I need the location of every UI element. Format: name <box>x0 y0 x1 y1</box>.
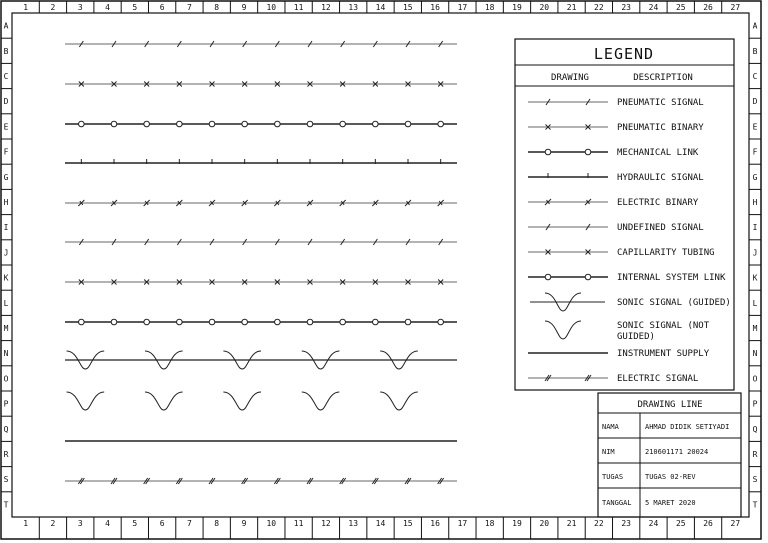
line-mark <box>111 121 117 127</box>
title-block-label-nama: NAMA <box>602 423 619 431</box>
title-block-label-tugas: TUGAS <box>602 473 624 481</box>
border-col-label: 26 <box>703 3 713 12</box>
line-wave-mark <box>302 392 340 410</box>
border-row-label: O <box>3 374 9 384</box>
border-col-label: 23 <box>621 519 631 528</box>
border-row-label: A <box>752 21 758 31</box>
border-col-label: 8 <box>214 519 220 528</box>
border-row-label: O <box>752 374 758 384</box>
border-col-label: 6 <box>159 519 165 528</box>
drawing-lines-area <box>65 41 457 484</box>
border-row-label: S <box>752 475 758 485</box>
line-mark <box>144 319 150 325</box>
line-mark <box>111 319 117 325</box>
border-col-label: 25 <box>675 519 686 528</box>
line-mark <box>79 319 85 325</box>
border-row-label: K <box>752 273 758 283</box>
border-row-label: P <box>752 399 758 409</box>
border-col-label: 22 <box>594 3 604 12</box>
line-mark <box>373 319 379 325</box>
border-col-label: 9 <box>241 519 247 528</box>
drawing-line-capillarity-tubing <box>65 280 457 285</box>
legend-item-label: ELECTRIC BINARY <box>617 198 699 208</box>
border-row-label: N <box>752 349 758 359</box>
title-block <box>598 393 741 517</box>
border-col-label: 5 <box>132 3 138 12</box>
line-mark <box>177 319 183 325</box>
line-wave-mark <box>380 392 418 410</box>
border-col-label: 11 <box>293 3 304 12</box>
border-col-label: 27 <box>730 519 741 528</box>
legend-item-pneumatic-signal <box>528 98 704 108</box>
border-row-label: E <box>752 122 758 132</box>
line-mark <box>438 121 444 127</box>
border-row-label: H <box>752 198 758 207</box>
border-col-label: 7 <box>187 3 192 12</box>
border-col-label: 1 <box>23 3 29 12</box>
border-row-label: G <box>3 172 9 182</box>
border-col-label: 13 <box>348 519 359 528</box>
legend-items <box>528 98 731 384</box>
border-row-label: I <box>3 223 9 233</box>
border-col-label: 13 <box>348 3 359 12</box>
line-mark <box>307 121 313 127</box>
border-row-label: K <box>3 273 9 283</box>
border-row-label: J <box>3 248 9 258</box>
line-mark <box>585 274 591 280</box>
border-col-label: 17 <box>457 3 468 12</box>
line-mark <box>242 319 248 325</box>
border-row-label: L <box>752 298 758 308</box>
line-mark <box>405 319 411 325</box>
legend-item-undefined-signal <box>528 223 704 233</box>
border-row-label: G <box>752 172 758 182</box>
drawing-line-pneumatic-signal <box>65 41 457 47</box>
legend-item-label: SONIC SIGNAL (NOT GUIDED) <box>617 321 710 342</box>
legend-item-label: MECHANICAL LINK <box>617 148 699 158</box>
line-mark <box>242 121 248 127</box>
drawing-line-pneumatic-binary <box>65 82 457 87</box>
border-row-label: Q <box>752 424 758 434</box>
border-row-label: R <box>3 450 9 459</box>
legend-item-instrument-supply <box>528 349 710 359</box>
title-block-value-nim: 210601171 20024 <box>645 448 709 456</box>
border-col-label: 18 <box>484 519 495 528</box>
border-col-label: 15 <box>402 519 413 528</box>
drawing-line-internal-system-link <box>65 319 457 325</box>
border-col-label: 14 <box>375 519 386 528</box>
border-col-label: 20 <box>539 3 550 12</box>
border-col-label: 25 <box>675 3 686 12</box>
border-col-label: 16 <box>430 519 440 528</box>
legend-item-label: ELECTRIC SIGNAL <box>617 374 699 384</box>
line-mark <box>545 274 551 280</box>
line-wave-mark <box>223 392 261 410</box>
legend-item-label: INSTRUMENT SUPPLY <box>617 349 710 359</box>
border-row-label: L <box>3 298 9 308</box>
border-row-label: F <box>752 147 758 157</box>
border-col-label: 26 <box>703 519 713 528</box>
border-col-label: 17 <box>457 519 468 528</box>
legend-item-sonic-signal-guided <box>530 293 731 311</box>
border-col-label: 22 <box>594 519 604 528</box>
border-col-label: 12 <box>321 519 331 528</box>
border-col-label: 23 <box>621 3 631 12</box>
legend-item-electric-binary <box>528 198 699 208</box>
line-mark <box>79 121 85 127</box>
border-row-label: D <box>752 97 758 107</box>
border-row-label: M <box>752 324 758 333</box>
drawing-line-sonic-signal-not-guided <box>67 392 418 410</box>
line-mark <box>545 149 551 155</box>
line-mark <box>340 121 346 127</box>
border-row-label: I <box>752 223 758 233</box>
border-col-label: 8 <box>214 3 220 12</box>
line-mark <box>275 319 281 325</box>
line-mark <box>438 319 444 325</box>
border-col-label: 21 <box>566 519 577 528</box>
line-mark <box>373 121 379 127</box>
border-row-label: S <box>3 475 9 485</box>
drawing-line-sonic-signal-guided <box>65 351 457 369</box>
border-col-label: 14 <box>375 3 386 12</box>
legend-item-mechanical-link <box>528 148 699 158</box>
border-row-label: T <box>752 500 758 510</box>
border-row-label: Q <box>3 424 9 434</box>
drawing-line-electric-signal <box>65 478 457 484</box>
legend-item-label: CAPILLARITY TUBING <box>617 248 715 258</box>
legend-item-electric-signal <box>528 374 698 384</box>
border-row-label: H <box>3 198 9 207</box>
border-row-label: C <box>3 72 9 81</box>
line-mark <box>177 121 183 127</box>
legend-item-sonic-signal-not-guided <box>545 321 710 342</box>
border-col-label: 11 <box>293 519 304 528</box>
border-col-label: 6 <box>159 3 165 12</box>
title-block-heading: DRAWING LINE <box>637 400 703 410</box>
legend-item-internal-system-link <box>528 273 726 283</box>
border-col-label: 10 <box>266 519 277 528</box>
border-col-label: 2 <box>50 519 56 528</box>
border-col-label: 5 <box>132 519 138 528</box>
line-mark <box>585 149 591 155</box>
border-col-label: 19 <box>512 519 522 528</box>
border-col-label: 27 <box>730 3 741 12</box>
border-col-label: 2 <box>50 3 56 12</box>
drawing-line-hydraulic-signal <box>65 159 457 164</box>
border-col-label: 18 <box>484 3 495 12</box>
line-mark <box>405 121 411 127</box>
title-block-label-nim: NIM <box>602 448 615 456</box>
legend-item-label: HYDRAULIC SIGNAL <box>617 173 704 183</box>
legend-item-label: PNEUMATIC SIGNAL <box>617 98 704 108</box>
line-mark <box>307 319 313 325</box>
border-row-label: R <box>752 450 758 459</box>
line-mark <box>340 319 346 325</box>
border-col-label: 3 <box>77 3 83 12</box>
legend-item-capillarity-tubing <box>528 248 715 258</box>
title-block-value-tanggal: 5 MARET 2020 <box>645 499 696 507</box>
border-col-label: 4 <box>105 3 110 12</box>
legend-item-label: UNDEFINED SIGNAL <box>617 223 704 233</box>
legend-item-label: PNEUMATIC BINARY <box>617 123 704 133</box>
line-mark <box>275 121 281 127</box>
border-row-label: P <box>3 399 9 409</box>
border-row-label: N <box>3 349 9 359</box>
line-mark <box>144 121 150 127</box>
border-col-label: 3 <box>77 519 83 528</box>
title-block-value-tugas: TUGAS 02-REV <box>645 473 696 481</box>
legend-box <box>515 39 734 390</box>
border-col-label: 7 <box>187 519 192 528</box>
line-wave-mark <box>67 392 105 410</box>
drawing-line-electric-binary <box>65 200 457 206</box>
drawing-line-undefined-signal <box>65 239 457 245</box>
legend-sample-wave <box>545 321 581 339</box>
border-row-label: E <box>3 122 9 132</box>
title-block-value-nama: AHMAD DIDIK SETIYADI <box>645 423 730 431</box>
drawing-line-mechanical-link <box>65 121 457 127</box>
border-col-label: 4 <box>105 519 110 528</box>
line-mark <box>209 121 215 127</box>
border-col-label: 21 <box>566 3 577 12</box>
border-col-label: 20 <box>539 519 550 528</box>
border-row-label: T <box>3 500 9 510</box>
legend-title: LEGEND <box>593 45 655 63</box>
border-col-label: 15 <box>402 3 413 12</box>
border-row-label: B <box>3 46 9 56</box>
line-mark <box>209 319 215 325</box>
legend-item-hydraulic-signal <box>528 173 704 183</box>
border-row-label: A <box>3 21 9 31</box>
border-col-label: 16 <box>430 3 440 12</box>
border-row-label: D <box>3 97 9 107</box>
legend-col-description: DESCRIPTION <box>633 73 693 83</box>
line-wave-mark <box>145 392 183 410</box>
border-col-label: 9 <box>241 3 247 12</box>
border-row-label: J <box>752 248 758 258</box>
border-col-label: 12 <box>321 3 331 12</box>
border-row-label: F <box>3 147 9 157</box>
title-block-label-tanggal: TANGGAL <box>602 499 632 507</box>
border-col-label: 10 <box>266 3 277 12</box>
border-col-label: 24 <box>648 3 659 12</box>
border-row-label: M <box>3 324 9 333</box>
border-col-label: 24 <box>648 519 659 528</box>
legend-item-pneumatic-binary <box>528 123 704 133</box>
border-row-label: B <box>752 46 758 56</box>
border-row-label: C <box>752 72 758 81</box>
legend-item-label: INTERNAL SYSTEM LINK <box>617 273 726 283</box>
legend-col-drawing: DRAWING <box>551 73 589 83</box>
border-col-label: 19 <box>512 3 522 12</box>
legend-item-label: SONIC SIGNAL (GUIDED) <box>617 298 731 308</box>
border-col-label: 1 <box>23 519 29 528</box>
